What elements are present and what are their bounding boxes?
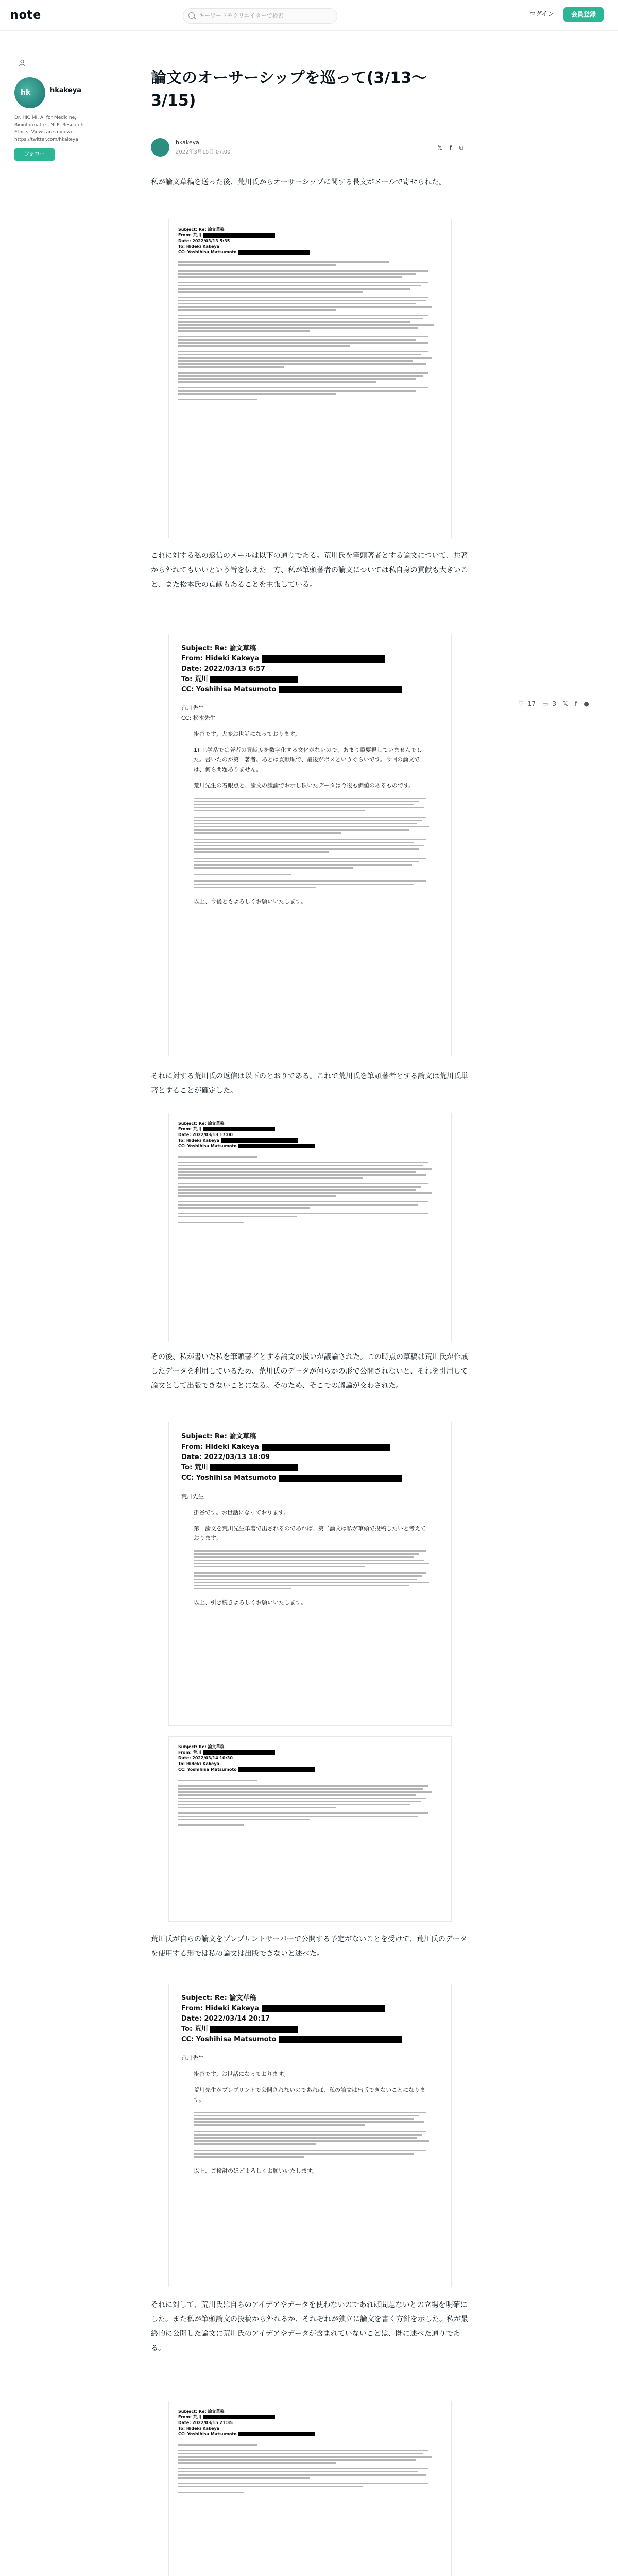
email-from: From: 荒川 (178, 233, 201, 238)
email-cc: CC: Yoshihisa Matsumoto (178, 250, 237, 255)
email-cc: CC: Yoshihisa Matsumoto (181, 686, 277, 693)
email-screenshot (168, 2401, 452, 2576)
avatar-initials: hk (21, 89, 31, 97)
email-date: Date: 2022/03/14 10:30 (178, 1756, 233, 1760)
email-to: To: Hideki Kakeya (178, 2426, 220, 2431)
paragraph: 荒川氏が自らの論文をプレプリントサーバーで公開する予定がないことを受けて、荒川氏のデータを使用する形では私の論文は出版できないと述べた。 (151, 1935, 467, 1958)
paragraph: それに対して、荒川氏は自らのアイデアやデータを使わないのであれば問題ないとの立場を明確にした。また私が筆頭論文の投稿から外れるか、それぞれが独立に論文を書く方針を示した。私が最終的に公開した論文に荒川氏のアイデアやデータが含まれていないことは、既に述べた通りである。 (151, 2301, 468, 2352)
email-date: Date: 2022/03/13 18:09 (181, 1453, 270, 1461)
comment-count: 3 (552, 700, 557, 707)
email-to: To: Hideki Kakeya (178, 244, 220, 249)
search-input[interactable]: キーワードやクリエイターで検索 (183, 8, 337, 24)
paragraph: 私が論文草稿を送った後、荒川氏からオーサーシップに関する長文がメールで寄せられた。 (151, 178, 447, 187)
email-to: To: Hideki Kakeya (178, 1138, 220, 1143)
email-cc: CC: Yoshihisa Matsumoto (181, 1474, 277, 1482)
email-from: From: Hideki Kakeya (181, 2005, 259, 2012)
search-icon (188, 12, 195, 19)
email-closing: 以上、今後ともよろしくお願いいたします。 (194, 898, 307, 905)
email-screenshot (168, 1422, 452, 1726)
email-from: From: Hideki Kakeya (181, 655, 259, 663)
email-from: From: 荒川 (178, 2415, 201, 2419)
email-from: From: Hideki Kakeya (181, 1443, 259, 1451)
email-subject: Subject: Re: 論文草稿 (178, 2409, 225, 2414)
email-subject: Subject: Re: 論文草稿 (181, 645, 256, 652)
email-date: Date: 2022/03/14 20:17 (181, 2015, 270, 2023)
facebook-share-icon[interactable]: f (574, 700, 577, 707)
email-body-line: 荒川先生がプレプリントで公開されないのであれば、私の論文は出版できないことになります。 (194, 2087, 426, 2103)
floating-actions (518, 698, 600, 710)
line-share-icon[interactable]: ● (583, 700, 589, 707)
comment-icon[interactable]: ▭ (542, 700, 548, 707)
email-screenshot (168, 1984, 452, 2287)
note-logo[interactable]: note (10, 9, 42, 22)
email-date: Date: 2022/03/13 17:00 (178, 1132, 233, 1137)
paragraph: その後、私が書いた私を筆頭著者とする論文の扱いが議論された。この時点の草稿は荒川氏が作成したデータを利用しているため、荒川氏のデータが何らかの形で公開されないと、それを引用して論文として出版できないことになる。そのため、そこでの議論が交わされた。 (151, 1353, 468, 1390)
email-screenshot (168, 1113, 452, 1342)
email-cc: CC: Yoshihisa Matsumoto (178, 1767, 237, 1772)
author-name[interactable]: hkakeya (176, 139, 199, 146)
paragraph: それに対する荒川氏の返信は以下のとおりである。これで荒川氏を筆頭著者とする論文は荒川氏単著とすることが確定した。 (151, 1072, 468, 1095)
email-body-line: 第一論文を荒川先生単著で出されるのであれば、第二論文は私が筆頭で投稿したいと考えております。 (194, 1525, 426, 1541)
author-avatar[interactable] (151, 138, 169, 157)
email-from: From: 荒川 (178, 1750, 201, 1755)
profile-username[interactable]: hkakeya (50, 87, 82, 94)
user-icon (19, 59, 26, 66)
email-screenshot (168, 219, 452, 538)
login-link[interactable]: ログイン (529, 10, 554, 18)
email-cc-line: CC: 松本先生 (181, 715, 216, 721)
email-from: From: 荒川 (178, 1127, 201, 1131)
page-title: 論文のオーサーシップを巡って(3/13〜3/15) (151, 69, 427, 110)
email-closing: 以上、引き続きよろしくお願いいたします。 (194, 1599, 307, 1606)
email-cc: CC: Yoshihisa Matsumoto (178, 1144, 237, 1148)
email-screenshot (168, 1736, 452, 1922)
email-subject: Subject: Re: 論文草稿 (178, 227, 225, 232)
x-share-icon[interactable]: 𝕏 (437, 144, 442, 151)
x-share-icon[interactable]: 𝕏 (563, 700, 568, 707)
email-body-line: 荒川先生の着眼点と、論文の議論でお示し頂いたデータは今後も価値のあるものです。 (194, 782, 415, 789)
email-screenshot (168, 634, 452, 1056)
email-body-line: 1) 工学系では著者の貢献度を数字化する文化がないので、あまり重要視していませんでした。書いたのが第一著者。あとは貢献順で、最後がボスというぐらいです。今回の論文では、何ら問題ありません。 (194, 747, 422, 773)
like-count: 17 (527, 700, 536, 707)
email-subject: Subject: Re: 論文草稿 (181, 1433, 256, 1440)
email-date: Date: 2022/03/15 21:35 (178, 2420, 233, 2425)
like-icon[interactable]: ♡ (518, 700, 524, 707)
email-to: To: 荒川 (181, 1464, 208, 1471)
email-subject: Subject: Re: 論文草稿 (181, 1994, 256, 2002)
follow-button[interactable]: フォロー (14, 148, 55, 161)
email-body-line: 掛谷です。大変お世話になっております。 (194, 731, 301, 737)
email-to: To: Hideki Kakeya (178, 1761, 220, 1766)
email-greeting: 荒川先生 (181, 705, 204, 711)
email-date: Date: 2022/03/13 6:57 (181, 665, 266, 673)
email-to: To: 荒川 (181, 2025, 208, 2033)
signup-button[interactable]: 会員登録 (563, 7, 604, 22)
publish-date: 2022年3月15日 07:00 (176, 149, 231, 155)
email-subject: Subject: Re: 論文草稿 (178, 1744, 225, 1749)
email-greeting: 荒川先生 (181, 2055, 204, 2061)
paragraph: これに対する私の返信のメールは以下の通りである。荒川氏を筆頭著者とする論文について、共著から外れてもいいという旨を伝えた一方、私が筆頭著者の論文については私自身の貢献も大きいこと、また松本氏の貢献もあることを主張している。 (151, 552, 468, 589)
profile-bio: Dr. HK. MI, AI for Medicine, Bioinformatics, NLP, Research Ethics. Views are my own. https://twitter.com/hkakeya (14, 115, 84, 142)
link-share-icon[interactable]: ⧉ (459, 144, 464, 151)
email-cc: CC: Yoshihisa Matsumoto (178, 2432, 237, 2436)
email-date: Date: 2022/03/13 5:35 (178, 239, 230, 243)
email-subject: Subject: Re: 論文草稿 (178, 1121, 225, 1126)
email-greeting: 荒川先生 (181, 1493, 204, 1500)
article-header (151, 67, 470, 112)
email-body-line: 掛谷です。お世話になっております。 (194, 2071, 289, 2077)
email-closing: 以上、ご検討のほどよろしくお願いいたします。 (194, 2167, 318, 2174)
site-header (0, 0, 618, 31)
email-body-line: 掛谷です。お世話になっております。 (194, 1509, 289, 1516)
facebook-share-icon[interactable]: f (449, 144, 452, 151)
email-to: To: 荒川 (181, 675, 208, 683)
email-cc: CC: Yoshihisa Matsumoto (181, 2036, 277, 2043)
